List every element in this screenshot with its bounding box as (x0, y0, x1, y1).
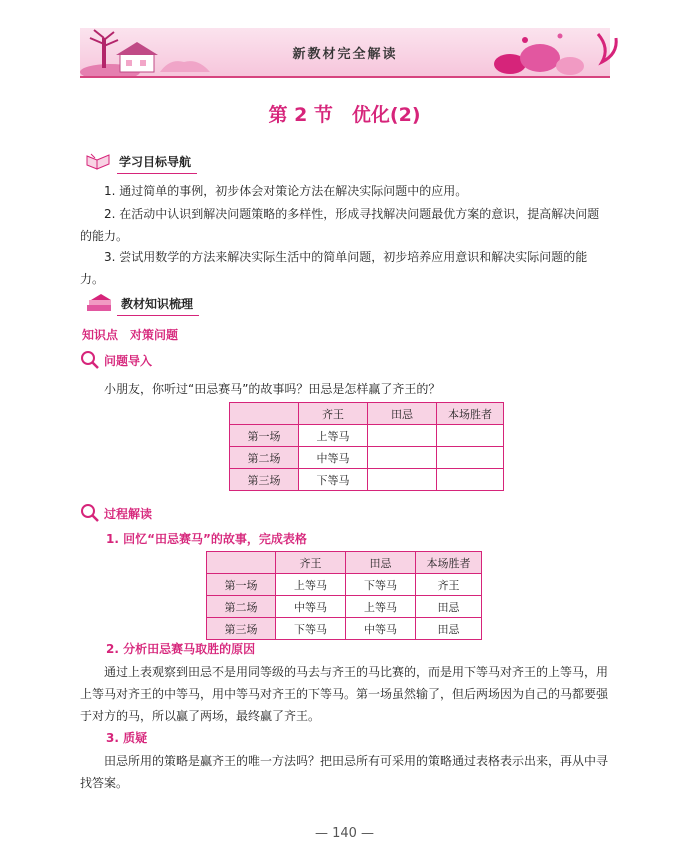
goals-section-heading (85, 150, 191, 172)
page-title: 第 2 节 优化(2) (268, 104, 421, 126)
page-header-banner (80, 28, 610, 78)
table-cell: 中等马 (346, 618, 416, 640)
magnifier-icon (80, 350, 100, 370)
intro-heading-label: 问题导入 (104, 353, 153, 368)
goal-item-1: 1. 通过简单的事例，初步体会对策论方法在解决实际问题中的应用。 (104, 184, 468, 198)
intro-heading (80, 350, 152, 370)
step-1-title: 1. 回忆“田忌赛马”的故事，完成表格 (106, 532, 307, 546)
table-cell (368, 447, 437, 469)
table-cell: 第一场 (230, 425, 299, 447)
table-header-row (230, 403, 504, 425)
table-cell: 第三场 (230, 469, 299, 491)
table-cell (368, 425, 437, 447)
table-cell: 下等马 (299, 469, 368, 491)
table-header-cell (230, 403, 299, 425)
goal-item-3: 3. 尝试用数学的方法来解决实际生活中的简单问题，初步培养应用意识和解决实际问题的能力。 (80, 250, 588, 286)
table-cell (437, 425, 504, 447)
table-cell: 第二场 (230, 447, 299, 469)
table-cell: 第三场 (207, 618, 276, 640)
table-cell (368, 469, 437, 491)
table-cell: 田忌 (416, 596, 482, 618)
process-heading-label: 过程解读 (104, 506, 153, 521)
table-cell: 齐王 (416, 574, 482, 596)
magnifier-icon (80, 503, 100, 523)
table-header-cell: 本场胜者 (416, 552, 482, 574)
process-heading (80, 503, 152, 523)
table-cell: 中等马 (299, 447, 368, 469)
step-2-title: 2. 分析田忌赛马取胜的原因 (106, 642, 256, 656)
page-number: — 140 — (314, 826, 375, 841)
table-row (230, 469, 504, 491)
table-cell: 上等马 (346, 596, 416, 618)
table-cell: 中等马 (276, 596, 346, 618)
table-header-cell: 田忌 (368, 403, 437, 425)
intro-question: 小朋友，你听过“田忌赛马”的故事吗？田忌是怎样赢了齐王的？ (104, 382, 441, 396)
floral-decoration (470, 28, 630, 76)
table-header-row (207, 552, 482, 574)
table-cell: 下等马 (276, 618, 346, 640)
table-row (207, 596, 482, 618)
table-cell: 第一场 (207, 574, 276, 596)
knowledge-heading-label: 教材知识梳理 (121, 296, 194, 311)
table-cell: 上等马 (276, 574, 346, 596)
result-table (206, 551, 482, 640)
book-icon (85, 152, 111, 170)
stacked-books-icon (85, 293, 115, 313)
table-header-cell: 本场胜者 (437, 403, 504, 425)
table-row (230, 447, 504, 469)
header-title: 新教材完全解读 (292, 47, 398, 62)
step-2-text: 通过上表观察到田忌不是用同等级的马去与齐王的马比赛的，而是用下等马对齐王的上等马，用上等马对齐王的中等马，用中等马对齐王的下等马。第一场虽然输了，但后两场因为自己的马都要强于对方的马，所以赢了两场，最终赢了齐王。 (80, 665, 609, 723)
table-cell: 下等马 (346, 574, 416, 596)
knowledge-point-title: 知识点 对策问题 (82, 328, 179, 342)
table-cell: 田忌 (416, 618, 482, 640)
table-header-cell (207, 552, 276, 574)
table-header-cell: 齐王 (299, 403, 368, 425)
step-3-title: 3. 质疑 (106, 731, 148, 745)
table-cell (437, 469, 504, 491)
step-3-text: 田忌所用的策略是赢齐王的唯一方法吗？把田忌所有可采用的策略通过表格表示出来，再从中寻找答案。 (80, 754, 609, 790)
table-row (207, 574, 482, 596)
goal-item-2: 2. 在活动中认识到解决问题策略的多样性，形成寻找解决问题最优方案的意识，提高解决问题的能力。 (80, 207, 600, 243)
goals-heading-label: 学习目标导航 (119, 154, 192, 169)
table-row (230, 425, 504, 447)
knowledge-section-heading (85, 292, 193, 314)
table-header-cell: 齐王 (276, 552, 346, 574)
table-cell (437, 447, 504, 469)
intro-table (229, 402, 504, 491)
table-row (207, 618, 482, 640)
table-cell: 第二场 (207, 596, 276, 618)
table-cell: 上等马 (299, 425, 368, 447)
table-header-cell: 田忌 (346, 552, 416, 574)
